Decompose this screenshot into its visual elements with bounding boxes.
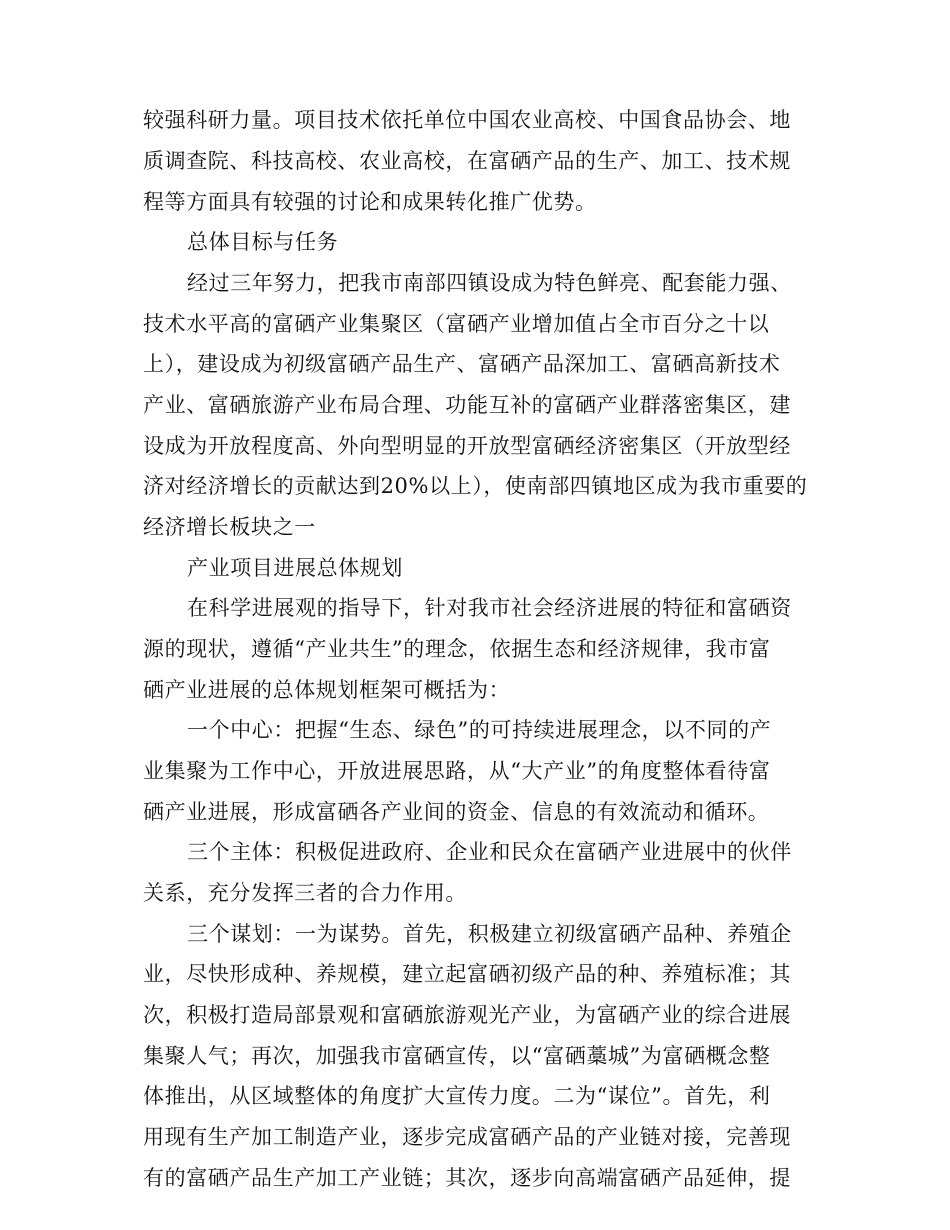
text-line-25: 体推出，从区域整体的角度扩大宣传力度。二为“谋位”。首先，利 xyxy=(143,1084,771,1108)
text-line-21: 三个谋划：一为谋势。首先，积极建立初级富硒产品种、养殖企 xyxy=(187,922,792,946)
text-line-24: 集聚人气；再次，加强我市富硒宣传，以“富硒藁城”为富硒概念整 xyxy=(143,1044,771,1068)
text-line-5: 经过三年努力，把我市南部四镇设成为特色鲜亮、配套能力强、 xyxy=(187,271,792,295)
text-line-10: 济对经济增长的贡献达到20%以上），使南部四镇地区成为我市重要的 xyxy=(143,474,808,498)
text-line-3: 程等方面具有较强的讨论和成果转化推广优势。 xyxy=(143,190,597,214)
text-line-14: 源的现状，遵循“产业共生”的理念，依据生态和经济规律，我市富 xyxy=(143,637,771,661)
text-line-2: 质调查院、科技高校、农业高校，在富硒产品的生产、加工、技术规 xyxy=(143,149,791,173)
text-line-16: 一个中心：把握“生态、绿色”的可持续进展理念，以不同的产 xyxy=(187,718,772,742)
text-line-19: 三个主体：积极促进政府、企业和民众在富硒产业进展中的伙伴 xyxy=(187,840,792,864)
text-line-22: 业，尽快形成种、养规模，建立起富硒初级产品的种、养殖标准；其 xyxy=(143,962,791,986)
text-line-17: 业集聚为工作中心，开放进展思路，从“大产业”的角度整体看待富 xyxy=(143,759,771,783)
section-heading-overall-goals: 总体目标与任务 xyxy=(187,230,339,254)
text-line-18: 硒产业进展，形成富硒各产业间的资金、信息的有效流动和循环。 xyxy=(143,800,770,824)
text-line-11: 经济增长板块之一 xyxy=(143,515,316,539)
text-line-7: 上），建设成为初级富硒产品生产、富硒产品深加工、富硒高新技术 xyxy=(143,352,781,376)
section-heading-industry-plan: 产业项目进展总体规划 xyxy=(187,556,403,580)
text-line-1: 较强科研力量。项目技术依托单位中国农业高校、中国食品协会、地 xyxy=(143,108,791,132)
text-line-23: 次，积极打造局部景观和富硒旅游观光产业，为富硒产业的综合进展 xyxy=(143,1003,791,1027)
text-line-6: 技术水平高的富硒产业集聚区（富硒产业增加值占全市百分之十以 xyxy=(143,312,770,336)
text-line-20: 关系，充分发挥三者的合力作用。 xyxy=(143,881,467,905)
text-line-26: 用现有生产加工制造产业，逐步完成富硒产品的产业链对接，完善现 xyxy=(143,1125,791,1149)
text-line-27: 有的富硒产品生产加工产业链；其次，逐步向高端富硒产品延伸，提 xyxy=(143,1166,791,1190)
text-line-13: 在科学进展观的指导下，针对我市社会经济进展的特征和富硒资 xyxy=(187,596,792,620)
text-line-8: 产业、富硒旅游产业布局合理、功能互补的富硒产业群落密集区，建 xyxy=(143,393,791,417)
text-line-15: 硒产业进展的总体规划框架可概括为： xyxy=(143,678,511,702)
text-line-9: 设成为开放程度高、外向型明显的开放型富硒经济密集区（开放型经 xyxy=(143,434,791,458)
